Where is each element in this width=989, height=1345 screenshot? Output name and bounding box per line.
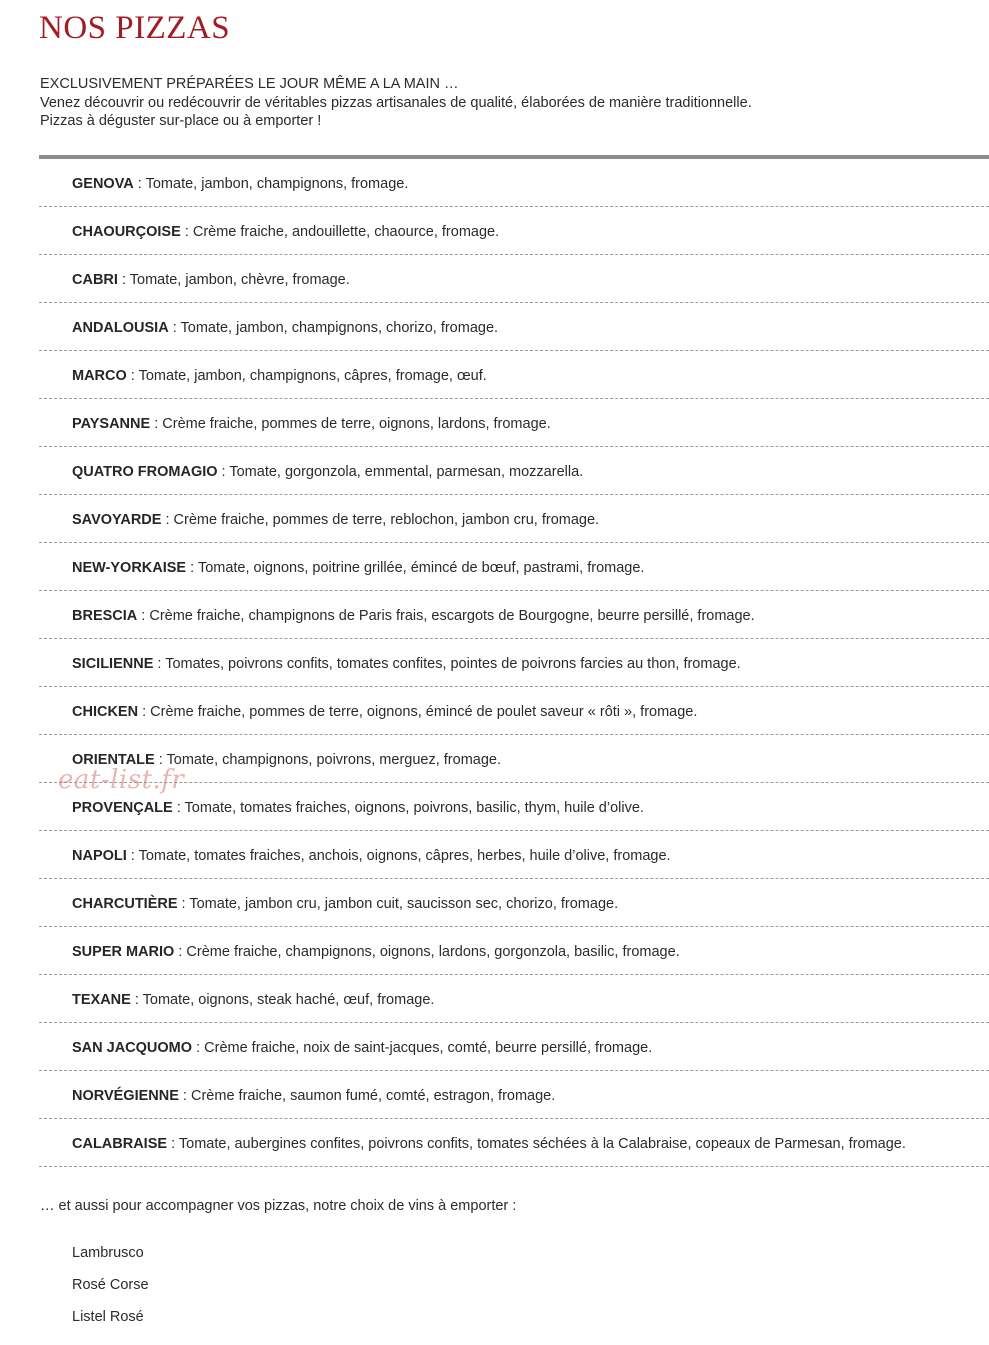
pizza-separator: : xyxy=(192,1040,205,1056)
pizza-name: NORVÉGIENNE xyxy=(72,1088,179,1104)
pizza-item-calabraise xyxy=(39,1119,989,1167)
pizza-item-super-mario xyxy=(39,927,989,975)
pizza-name: SAVOYARDE xyxy=(72,512,162,528)
pizza-separator: : xyxy=(217,464,230,480)
pizza-name: MARCO xyxy=(72,368,127,384)
intro-block xyxy=(40,75,752,131)
pizza-separator: : xyxy=(161,512,174,528)
pizza-separator: : xyxy=(154,752,167,768)
pizza-ingredients: Crème fraiche, pommes de terre, oignons, émincé de poulet saveur « rôti », fromage. xyxy=(150,704,698,720)
pizza-name: SUPER MARIO xyxy=(72,944,175,960)
pizza-name: NAPOLI xyxy=(72,848,127,864)
pizza-ingredients: Crème fraiche, andouillette, chaource, fromage. xyxy=(192,224,500,240)
pizza-separator: : xyxy=(172,800,185,816)
pizza-name: GENOVA xyxy=(72,176,134,192)
pizza-separator: : xyxy=(167,1136,179,1152)
pizza-item-quatro-fromagio xyxy=(39,447,989,495)
pizza-separator: : xyxy=(133,176,146,192)
pizza-name: CHAOURÇOISE xyxy=(72,224,181,240)
pizza-separator: : xyxy=(178,1088,191,1104)
pizza-separator: : xyxy=(168,320,181,336)
pizza-name: SICILIENNE xyxy=(72,656,154,672)
pizza-item-cabri xyxy=(39,255,989,303)
wine-item-listel-rose: Listel Rosé xyxy=(72,1309,144,1325)
pizza-ingredients: Crème fraiche, pommes de terre, oignons, lardons, fromage. xyxy=(162,416,551,432)
pizza-name: SAN JACQUOMO xyxy=(72,1040,193,1056)
pizza-ingredients: Tomate, oignons, steak haché, œuf, fromage. xyxy=(142,992,435,1008)
pizza-item-charcutiere xyxy=(39,879,989,927)
pizza-ingredients: Crème fraiche, champignons de Paris frais, escargots de Bourgogne, beurre persillé, fromage. xyxy=(149,608,755,624)
pizza-separator: : xyxy=(138,704,151,720)
wine-list xyxy=(72,1244,149,1340)
pizza-ingredients: Tomate, tomates fraiches, oignons, poivrons, basilic, thym, huile d’olive. xyxy=(184,800,644,816)
pizza-list xyxy=(39,159,989,1167)
pizza-name: ORIENTALE xyxy=(72,752,155,768)
pizza-separator: : xyxy=(126,368,139,384)
pizza-ingredients: Tomate, jambon, champignons, câpres, fromage, œuf. xyxy=(138,368,487,384)
pizza-ingredients: Tomate, champignons, poivrons, merguez, fromage. xyxy=(166,752,502,768)
pizza-name: PROVENÇALE xyxy=(72,800,173,816)
pizza-name: CALABRAISE xyxy=(72,1136,168,1152)
pizza-separator: : xyxy=(137,608,150,624)
pizza-item-chaourcoise xyxy=(39,207,989,255)
pizza-item-chicken xyxy=(39,687,989,735)
pizza-item-napoli xyxy=(39,831,989,879)
pizza-ingredients: Tomates, poivrons confits, tomates confites, pointes de poivrons farcies au thon, fromage. xyxy=(165,656,741,672)
pizza-name: PAYSANNE xyxy=(72,416,151,432)
pizza-name: TEXANE xyxy=(72,992,131,1008)
pizza-name: CHICKEN xyxy=(72,704,139,720)
pizza-name: CHARCUTIÈRE xyxy=(72,896,178,912)
pizza-separator: : xyxy=(150,416,163,432)
pizza-separator: : xyxy=(153,656,166,672)
pizza-name: CABRI xyxy=(72,272,118,288)
pizza-separator: : xyxy=(174,944,187,960)
pizza-name: BRESCIA xyxy=(72,608,138,624)
pizza-item-paysanne xyxy=(39,399,989,447)
pizza-ingredients: Tomate, jambon, champignons, chorizo, fromage. xyxy=(180,320,499,336)
pizza-separator: : xyxy=(177,896,190,912)
pizza-separator: : xyxy=(180,224,193,240)
pizza-ingredients: Tomate, jambon, champignons, fromage. xyxy=(145,176,409,192)
pizza-separator: : xyxy=(130,992,143,1008)
pizza-item-new-yorkaise xyxy=(39,543,989,591)
pizza-item-texane xyxy=(39,975,989,1023)
pizza-item-san-jacquomo xyxy=(39,1023,989,1071)
pizza-ingredients: Tomate, jambon, chèvre, fromage. xyxy=(129,272,350,288)
pizza-ingredients: Tomate, aubergines confites, poivrons confits, tomates séchées à la Calabraise, copeaux de Parmesan, fromage. xyxy=(178,1136,906,1152)
watermark: eat-list.fr xyxy=(58,765,185,795)
pizza-separator: : xyxy=(126,848,139,864)
intro-service-note: Pizzas à déguster sur-place ou à emporter ! xyxy=(40,113,322,129)
pizza-ingredients: Crème fraiche, champignons, oignons, lardons, gorgonzola, basilic, fromage. xyxy=(186,944,680,960)
pizza-ingredients: Crème fraiche, saumon fumé, comté, estragon, fromage. xyxy=(191,1088,556,1104)
pizza-item-savoyarde xyxy=(39,495,989,543)
pizza-item-provencale xyxy=(39,783,989,831)
pizza-item-marco xyxy=(39,351,989,399)
pizza-ingredients: Tomate, gorgonzola, emmental, parmesan, mozzarella. xyxy=(229,464,584,480)
pizza-separator: : xyxy=(117,272,130,288)
pizza-ingredients: Tomate, tomates fraiches, anchois, oignons, câpres, herbes, huile d’olive, fromage. xyxy=(138,848,671,864)
pizza-ingredients: Crème fraiche, noix de saint-jacques, comté, beurre persillé, fromage. xyxy=(204,1040,653,1056)
wine-intro: … et aussi pour accompagner vos pizzas, notre choix de vins à emporter : xyxy=(40,1198,517,1214)
pizza-item-genova xyxy=(39,159,989,207)
pizza-item-sicilienne xyxy=(39,639,989,687)
intro-description: Venez découvrir ou redécouvrir de véritables pizzas artisanales de qualité, élaborées de manière traditionnelle. xyxy=(40,94,752,111)
pizza-item-brescia xyxy=(39,591,989,639)
pizza-item-norvegienne xyxy=(39,1071,989,1119)
pizza-ingredients: Crème fraiche, pommes de terre, reblochon, jambon cru, fromage. xyxy=(173,512,600,528)
pizza-name: QUATRO FROMAGIO xyxy=(72,464,218,480)
wine-item-rose-corse: Rosé Corse xyxy=(72,1277,149,1293)
pizza-name: ANDALOUSIA xyxy=(72,320,169,336)
intro-headline: EXCLUSIVEMENT PRÉPARÉES LE JOUR MÊME A LA MAIN … xyxy=(40,76,459,92)
pizza-separator: : xyxy=(186,560,198,576)
pizza-item-andalousia xyxy=(39,303,989,351)
pizza-ingredients: Tomate, jambon cru, jambon cuit, saucisson sec, chorizo, fromage. xyxy=(189,896,619,912)
wine-item-lambrusco: Lambrusco xyxy=(72,1245,144,1261)
page-title: NOS PIZZAS xyxy=(39,10,231,46)
pizza-ingredients: Tomate, oignons, poitrine grillée, émincé de bœuf, pastrami, fromage. xyxy=(197,560,645,576)
pizza-item-orientale xyxy=(39,735,989,783)
pizza-name: NEW-YORKAISE xyxy=(72,560,187,576)
